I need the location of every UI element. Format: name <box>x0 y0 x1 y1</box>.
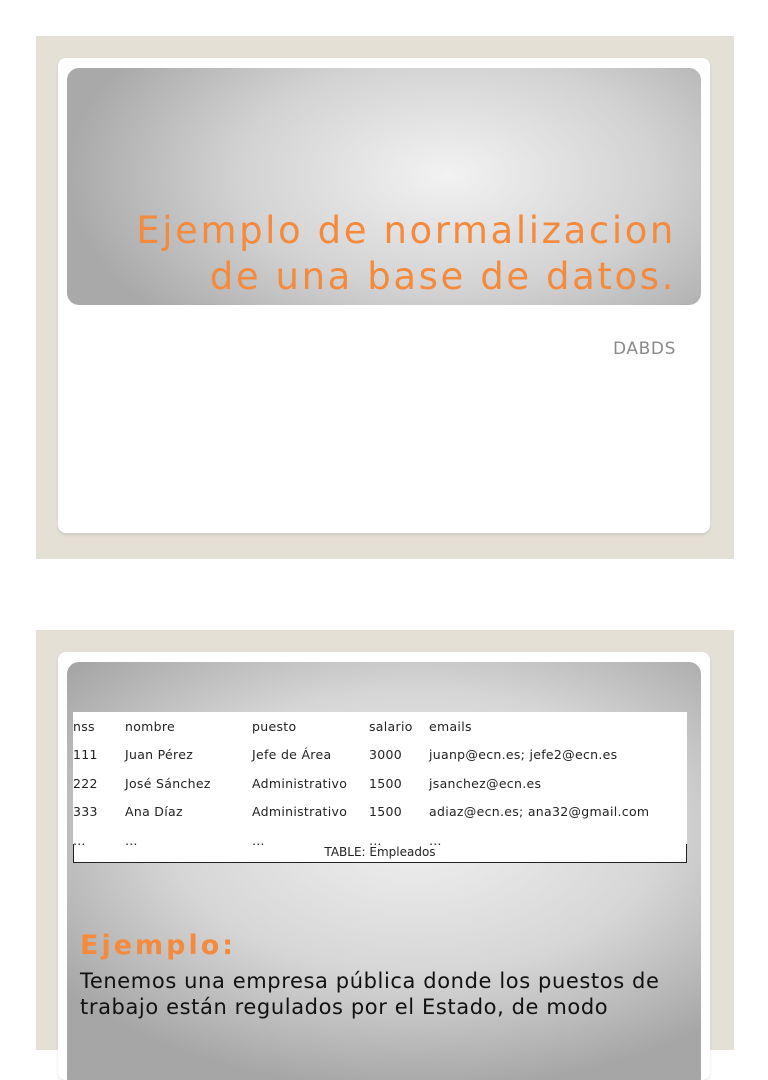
slide-title <box>136 208 676 300</box>
cell-nombre: José Sánchez <box>125 775 211 791</box>
cell-nombre: … <box>125 832 138 848</box>
slide-1-canvas <box>58 58 710 533</box>
title-line-1: Ejemplo de normalizacion <box>136 209 676 252</box>
column-header-puesto: puesto <box>252 718 297 734</box>
table-row <box>73 741 687 770</box>
column-header-emails: emails <box>429 718 472 734</box>
table-row <box>73 798 687 827</box>
cell-nss: 333 <box>73 804 98 820</box>
title-line-2: de una base de datos. <box>209 255 676 298</box>
cell-salario: 1500 <box>369 775 403 791</box>
empleados-table <box>73 712 687 855</box>
cell-emails: jsanchez@ecn.es <box>429 775 542 791</box>
cell-nombre: Ana Díaz <box>125 804 183 820</box>
cell-emails: adiaz@ecn.es; ana32@gmail.com <box>429 804 650 820</box>
slide-subtitle: DABDS <box>613 339 676 359</box>
cell-nombre: Juan Pérez <box>125 747 194 763</box>
column-header-salario: salario <box>369 718 413 734</box>
cell-puesto: Administrativo <box>252 804 348 820</box>
slide-2 <box>36 630 734 1050</box>
cell-nss: 111 <box>73 747 98 763</box>
table-header-row <box>73 712 687 741</box>
table-caption: TABLE: Empleados <box>73 844 687 863</box>
cell-puesto: Administrativo <box>252 775 348 791</box>
ejemplo-heading: Ejemplo: <box>80 930 237 961</box>
cell-emails: … <box>429 832 442 848</box>
table-row <box>73 769 687 798</box>
cell-salario: … <box>369 832 382 848</box>
cell-emails: juanp@ecn.es; jefe2@ecn.es <box>429 747 618 763</box>
empleados-table-box <box>73 712 687 862</box>
cell-salario: 3000 <box>369 747 403 763</box>
cell-nss: 222 <box>73 775 98 791</box>
slide-1 <box>36 36 734 559</box>
ejemplo-paragraph: Tenemos una empresa pública donde los puestos de trabajo están regulados por el Estado, de modo <box>80 969 660 1019</box>
cell-salario: 1500 <box>369 804 403 820</box>
column-header-nss: nss <box>73 718 95 734</box>
cell-puesto: … <box>252 832 265 848</box>
column-header-nombre: nombre <box>125 718 176 734</box>
slide-2-canvas <box>58 652 710 1080</box>
cell-puesto: Jefe de Área <box>252 747 332 763</box>
cell-nss: … <box>73 832 86 848</box>
